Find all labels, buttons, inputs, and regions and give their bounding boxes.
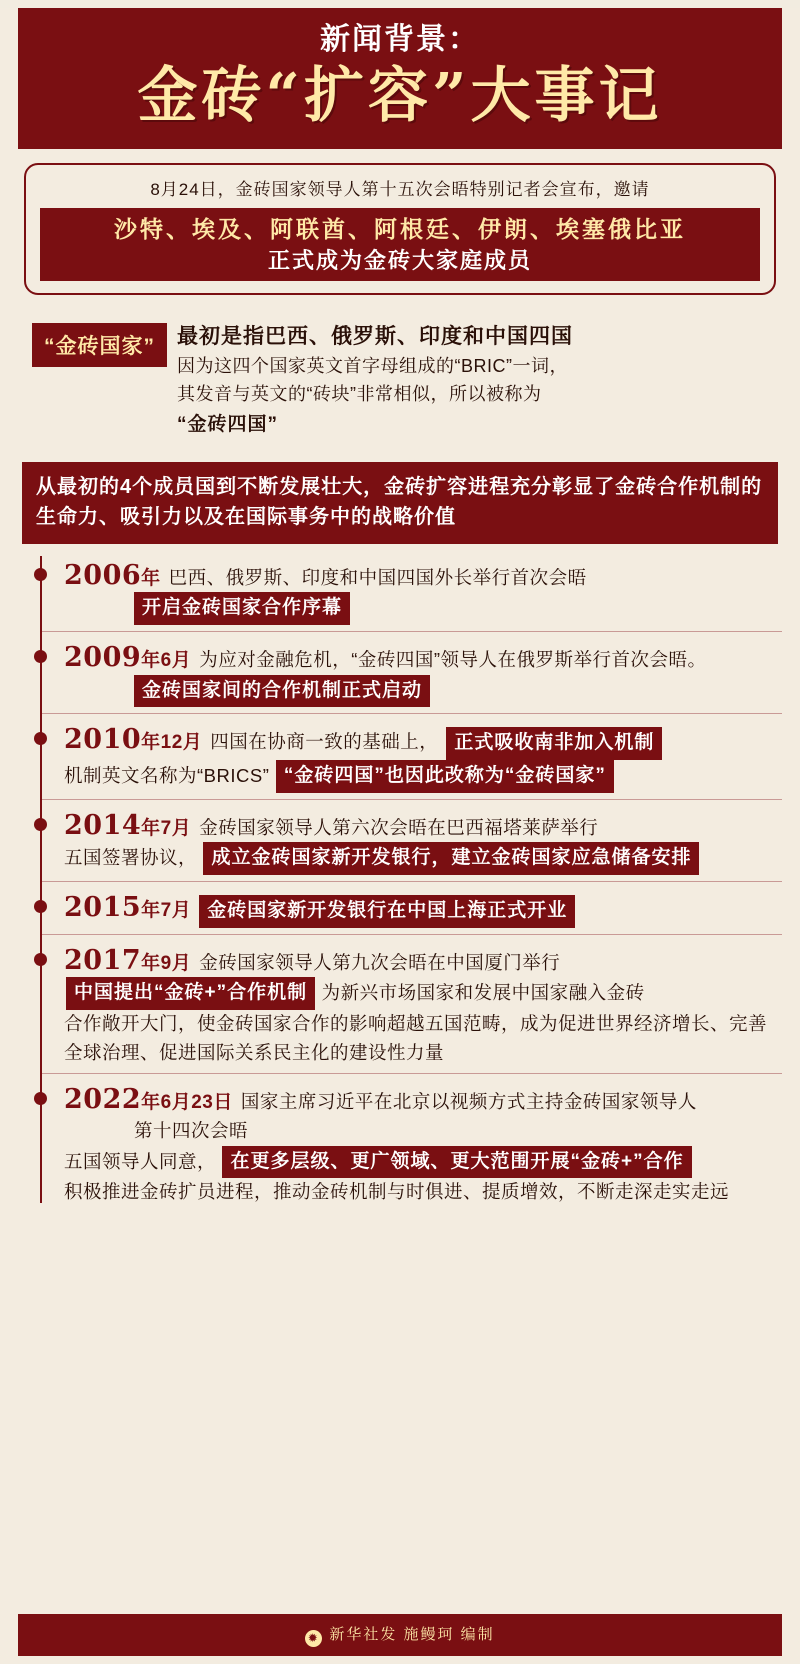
event-date: 2014年7月 bbox=[64, 809, 192, 841]
timeline-item bbox=[42, 632, 782, 714]
event-highlight: 金砖国家新开发银行在中国上海正式开业 bbox=[199, 895, 575, 928]
event-date: 2022年6月23日 bbox=[64, 1084, 233, 1116]
summary-banner: 从最初的4个成员国到不断发展壮大，金砖扩容进程充分彰显了金砖合作机制的生命力、吸引力以及在国际事务中的战略价值 bbox=[22, 462, 778, 544]
timeline-dot-icon bbox=[34, 953, 47, 966]
event-date: 2006年 bbox=[64, 559, 161, 591]
event-text-3: 积极推进金砖扩员进程，推动金砖机制与时俱进、提质增效，不断走深走实走远 bbox=[64, 1181, 730, 1203]
definition-line-3: 其发音与英文的“砖块”非常相似，所以被称为 bbox=[177, 383, 542, 404]
intro-highlight-band bbox=[40, 208, 760, 281]
timeline-dot-icon bbox=[34, 1092, 47, 1105]
event-date: 2017年9月 bbox=[64, 944, 192, 976]
event-date: 2010年12月 bbox=[64, 724, 203, 756]
event-text: 金砖国家领导人第九次会晤在中国厦门举行 bbox=[199, 951, 561, 973]
definition-block bbox=[32, 321, 772, 435]
definition-tag: “金砖国家” bbox=[32, 323, 167, 367]
event-text-2: 机制英文名称为“BRICS” bbox=[64, 764, 270, 786]
infographic-page bbox=[0, 8, 800, 1664]
event-text-2: 五国领导人同意， bbox=[64, 1150, 217, 1172]
timeline-dot-icon bbox=[34, 568, 47, 581]
timeline-dot-icon bbox=[34, 818, 47, 831]
event-highlight-wrap bbox=[64, 675, 774, 708]
event-date: 2009年6月 bbox=[64, 641, 192, 673]
timeline-item bbox=[42, 882, 782, 935]
event-text: 国家主席习近平在北京以视频方式主持金砖国家领导人 bbox=[240, 1091, 697, 1113]
event-date: 2015年7月 bbox=[64, 891, 192, 923]
header-banner bbox=[18, 8, 782, 149]
event-secondary-line bbox=[64, 842, 774, 875]
event-text-2: 五国签署协议， bbox=[64, 847, 198, 869]
event-text-indent: 第十四次会晤 bbox=[134, 1120, 249, 1142]
event-text: 为应对金融危机，“金砖四国”领导人在俄罗斯举行首次会晤。 bbox=[199, 648, 707, 670]
event-secondary-line bbox=[64, 977, 774, 1010]
footer-credit bbox=[18, 1614, 782, 1656]
page-title: 金砖“扩容”大事记 bbox=[137, 61, 663, 131]
timeline-item bbox=[42, 800, 782, 882]
xinhua-logo-icon: ✹ bbox=[305, 1630, 322, 1647]
timeline-item bbox=[42, 714, 782, 799]
footer-text: 新华社发 施鳗珂 编制 bbox=[329, 1626, 495, 1643]
definition-body bbox=[177, 321, 772, 435]
definition-line-2: 因为这四个国家英文首字母组成的“BRIC”一词， bbox=[177, 355, 568, 376]
timeline-item bbox=[42, 1074, 782, 1213]
event-highlight: 在更多层级、更广领域、更大范围开展“金砖+”合作 bbox=[222, 1146, 691, 1179]
event-secondary-line bbox=[64, 760, 774, 793]
event-highlight-wrap bbox=[64, 592, 774, 625]
intro-countries: 沙特、埃及、阿联酋、阿根廷、伊朗、埃塞俄比亚 bbox=[114, 216, 686, 242]
event-highlight-2: “金砖四国”也因此改称为“金砖国家” bbox=[276, 760, 614, 793]
event-highlight: 正式吸收南非加入机制 bbox=[446, 727, 662, 760]
event-text: 四国在协商一致的基础上， bbox=[210, 731, 439, 753]
timeline-dot-icon bbox=[34, 650, 47, 663]
event-highlight: 开启金砖国家合作序幕 bbox=[134, 592, 350, 625]
event-text-3: 合作敞开大门，使金砖国家合作的影响超越五国范畴，成为促进世界经济增长、完善全球治理、促进国际关系民主化的建设性力量 bbox=[64, 1013, 768, 1063]
timeline-dot-icon bbox=[34, 900, 47, 913]
definition-line-4: “金砖四国” bbox=[177, 413, 279, 435]
timeline-item bbox=[42, 935, 782, 1075]
header-kicker: 新闻背景： bbox=[320, 23, 480, 56]
intro-conclusion: 正式成为金砖大家庭成员 bbox=[267, 247, 532, 273]
definition-line-1: 最初是指巴西、俄罗斯、印度和中国四国 bbox=[177, 325, 573, 349]
timeline bbox=[18, 550, 782, 1214]
timeline-dot-icon bbox=[34, 732, 47, 745]
event-text: 金砖国家领导人第六次会晤在巴西福塔莱萨举行 bbox=[199, 816, 599, 838]
event-highlight: 中国提出“金砖+”合作机制 bbox=[66, 977, 315, 1010]
timeline-item bbox=[42, 550, 782, 632]
intro-lead-text: 8月24日，金砖国家领导人第十五次会晤特别记者会宣布，邀请 bbox=[150, 180, 650, 199]
event-text: 巴西、俄罗斯、印度和中国四国外长举行首次会晤 bbox=[168, 566, 587, 588]
intro-box bbox=[24, 163, 776, 295]
event-highlight: 金砖国家间的合作机制正式启动 bbox=[134, 675, 430, 708]
event-secondary-line bbox=[64, 1146, 774, 1179]
event-text-2: 为新兴市场国家和发展中国家融入金砖 bbox=[321, 982, 645, 1004]
event-highlight: 成立金砖国家新开发银行，建立金砖国家应急储备安排 bbox=[203, 842, 699, 875]
